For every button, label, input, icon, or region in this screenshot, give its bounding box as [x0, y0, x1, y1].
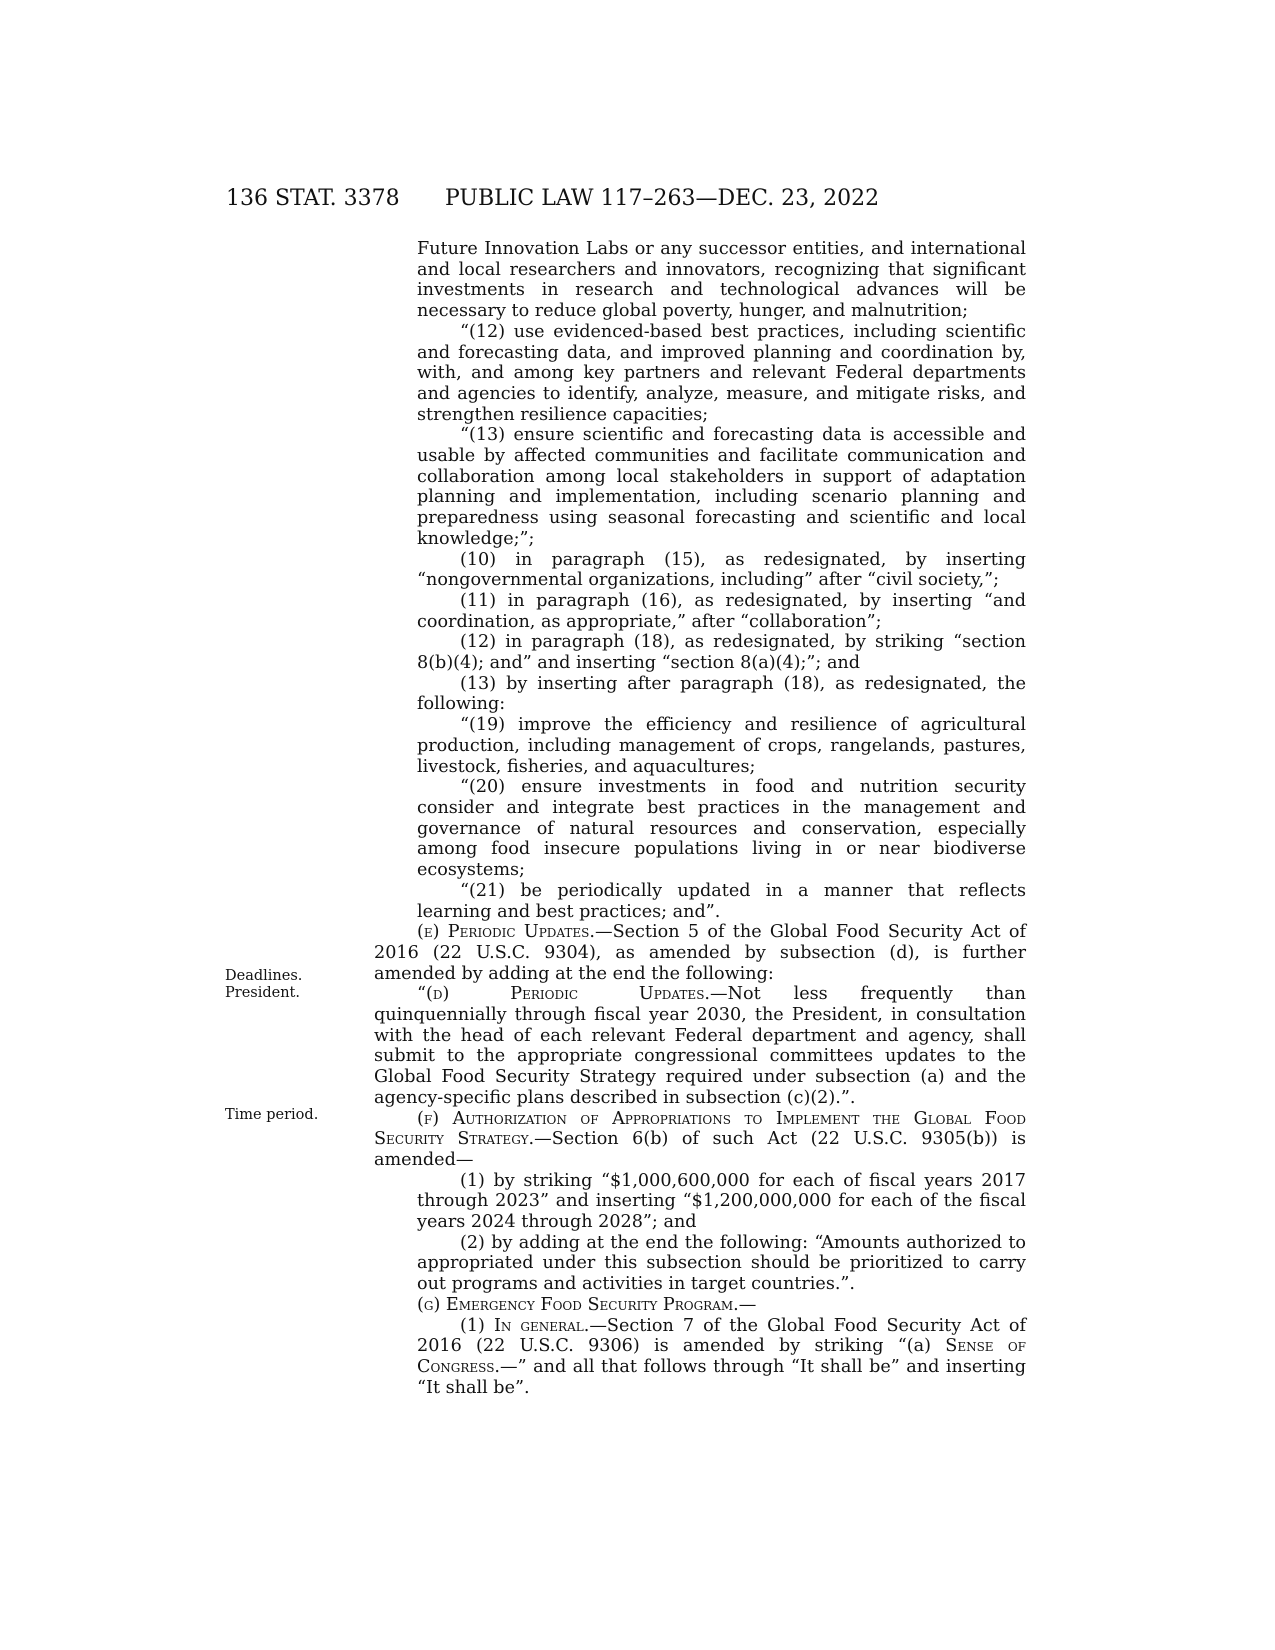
subsection-g-item-1 — [374, 1316, 1026, 1399]
page-header — [0, 186, 1275, 216]
margin-note-president: President. — [225, 985, 300, 1001]
quoted-block-1 — [374, 239, 1026, 550]
quoted-subsection-d — [374, 984, 1026, 1108]
margin-note-deadlines: Deadlines. — [225, 968, 303, 984]
subsection-d-heading: “(d) Periodic Updates. — [417, 984, 711, 1005]
subsection-e-heading: (e) Periodic Updates. — [417, 922, 595, 943]
item-12: (12) in paragraph (18), as redesignated, by striking “section 8(b)(4); and” and inserting “section 8(a)(4);”; and — [417, 632, 1026, 674]
subsection-f-text: —Section 6(b) of such Act (22 U.S.C. 9305(b)) is amended— — [374, 1129, 1027, 1170]
subsection-g — [374, 1295, 1026, 1316]
margin-note-time-period: Time period. — [225, 1107, 319, 1123]
item-10: (10) in paragraph (15), as redesignated, by inserting “nongovernmental organizations, including” after “civil society,”; — [417, 549, 1026, 591]
item-13: (13) by inserting after paragraph (18), as redesignated, the following: — [417, 673, 1026, 715]
subsection-g-dash: — — [738, 1294, 757, 1315]
subsection-g1-sense: Sense of Congress. — [417, 1336, 1026, 1377]
paragraph-11-continued: Future Innovation Labs or any successor entities, and international and local researchers and innovators, recognizing that significant investments in research and technological advances will be necessary to reduce global poverty, hunger, and malnutrition; — [417, 239, 1026, 322]
subsection-e — [374, 922, 1026, 984]
running-head: PUBLIC LAW 117–263—DEC. 23, 2022 — [445, 186, 880, 211]
item-11: (11) in paragraph (16), as redesignated, by inserting “and coordination, as appropriate,” after “collaboration”; — [417, 590, 1026, 632]
subsection-g1-heading: (1) In general. — [460, 1315, 590, 1336]
subsection-e-text: —Section 5 of the Global Food Security Act of 2016 (22 U.S.C. 9304), as amended by subsection (d), is further amended by adding at the end the following: — [374, 922, 1026, 984]
subsection-d-text: —Not less frequently than quinquennially through fiscal year 2030, the President, in consultation with the head of each relevant Federal department and agency, shall submit to the appropriate congressional committees updates to the Global Food Security Strategy required under subsection (a) and the agency-specific plans described in subsection (c)(2).”. — [374, 984, 1026, 1108]
subsection-g1-text-b: —” and all that follows through “It shall be” and inserting “It shall be”. — [417, 1356, 1026, 1398]
paragraph-13: “(13) ensure scientific and forecasting data is accessible and usable by affected communities and facilitate communication and collaboration among local stakeholders in support of adaptation planning and implementation, including scenario planning and preparedness using seasonal forecasting and scientific and local knowledge;”; — [417, 425, 1026, 549]
subsection-f-item-2: (2) by adding at the end the following: “Amounts authorized to appropriated under this subsection should be prioritized to carry out programs and activities in target countries.”. — [417, 1232, 1026, 1295]
subsection-g1-text-a: —Section 7 of the Global Food Security Act of 2016 (22 U.S.C. 9306) is amended by striking “(a) — [417, 1315, 1026, 1357]
subsection-f — [374, 1109, 1026, 1171]
statute-page-number: 136 STAT. 3378 — [226, 186, 400, 211]
subsection-f-item-1: (1) by striking “$1,000,600,000 for each of fiscal years 2017 through 2023” and inserting “$1,200,000,000 for each of the fiscal years 2024 through 2028”; and — [417, 1170, 1026, 1233]
subsection-f-heading: (f) Authorization of Appropriations to Implement the Global Food Security Strategy. — [374, 1108, 1026, 1150]
subsection-g-heading: (g) Emergency Food Security Program. — [417, 1294, 739, 1315]
document-body — [374, 239, 1026, 1398]
paragraph-12: “(12) use evidenced-based best practices, including scientific and forecasting data, and improved planning and coordination by, with, and among key partners and relevant Federal departments and agencies to identify, analyze, measure, and mitigate risks, and strengthen resilience capacities; — [417, 321, 1026, 425]
paragraph-20: “(20) ensure investments in food and nutrition security consider and integrate best practices in the management and governance of natural resources and conservation, especially among food insecure populations living in or near biodiverse ecosystems; — [417, 777, 1026, 881]
paragraph-19: “(19) improve the efficiency and resilience of agricultural production, including management of crops, rangelands, pastures, livestock, fisheries, and aquacultures; — [417, 715, 1026, 777]
quoted-block-2 — [374, 715, 1026, 922]
paragraph-21: “(21) be periodically updated in a manner that reflects learning and best practices; and”. — [417, 880, 1026, 922]
